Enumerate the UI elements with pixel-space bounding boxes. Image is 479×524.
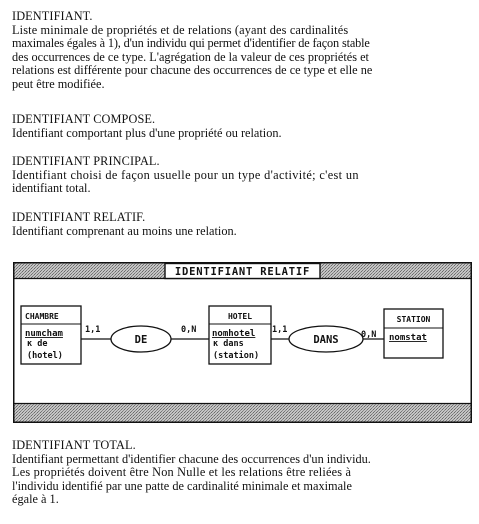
definition-identifiant (12, 10, 470, 92)
definition-line: Liste minimale de propriétés et de relations (ayant des cardinalités (12, 22, 349, 37)
cardinality-left: 1,1 (272, 325, 288, 335)
definition-line: peut être modifiée. (12, 76, 105, 91)
entity-attribute: (station) (213, 351, 260, 361)
relation-name: DANS (313, 334, 339, 346)
diagram-bottom-band (15, 404, 471, 422)
cardinality-left: 1,1 (85, 325, 101, 335)
definition-line: Les propriétés doivent être Non Nulle et les relations être reliées à (12, 465, 352, 480)
definition-line: Identifiant choisi de façon usuelle pour un type d'activité; c'est un (12, 167, 359, 182)
entity-station (384, 309, 443, 358)
definition-term: IDENTIFIANT. (12, 9, 93, 23)
definition-line: Identifiant permettant d'identifier chacune des occurrences d'un individu. (12, 451, 371, 466)
entity-identifier: numcham (25, 329, 63, 339)
definition-term: IDENTIFIANT COMPOSE. (12, 112, 156, 126)
entity-name: HOTEL (227, 312, 253, 321)
definition-identifiant-principal (12, 155, 470, 196)
definition-line: égale à 1. (12, 492, 59, 507)
definition-line: identifiant total. (12, 181, 91, 196)
entity-name: STATION (396, 315, 431, 324)
entity-identifier: nomstat (389, 333, 427, 343)
definition-line: relations est différente pour chacune des occurrences de ce type et elle ne (12, 63, 373, 78)
definition-line: Identifiant comportant plus d'une propriété ou relation. (12, 125, 282, 140)
cardinality-right: 0,N (361, 330, 377, 340)
entity-hotel (209, 306, 271, 364)
entity-attribute: (hotel) (27, 351, 63, 361)
definition-line: l'individu identifié par une patte de cardinalité minimale et maximale (12, 478, 352, 493)
diagram-title: IDENTIFIANT RELATIF (174, 266, 311, 278)
entity-name: CHAMBRE (25, 312, 59, 321)
entity-chambre (21, 306, 81, 364)
entity-identifier: nomhotel (212, 329, 256, 339)
definition-line: maximales égales à 1), d'un individu qui permet d'identifier de façon stable (12, 36, 370, 51)
definition-identifiant-relatif (12, 211, 470, 238)
definition-identifiant-compose (12, 113, 470, 140)
cardinality-right: 0,N (181, 325, 197, 335)
entity-attribute: κ de (27, 339, 48, 349)
definition-term: IDENTIFIANT PRINCIPAL. (12, 154, 160, 168)
entity-attribute: κ dans (213, 339, 244, 349)
relation-name: DE (134, 334, 148, 346)
merise-diagram (13, 262, 472, 423)
definition-term: IDENTIFIANT TOTAL. (12, 438, 136, 452)
definition-line: des occurrences de ce type. L'agrégation de la valeur de ces propriétés et (12, 49, 369, 64)
definition-identifiant-total (12, 439, 470, 507)
definition-line: Identifiant comprenant au moins une relation. (12, 223, 237, 238)
definition-term: IDENTIFIANT RELATIF. (12, 210, 146, 224)
